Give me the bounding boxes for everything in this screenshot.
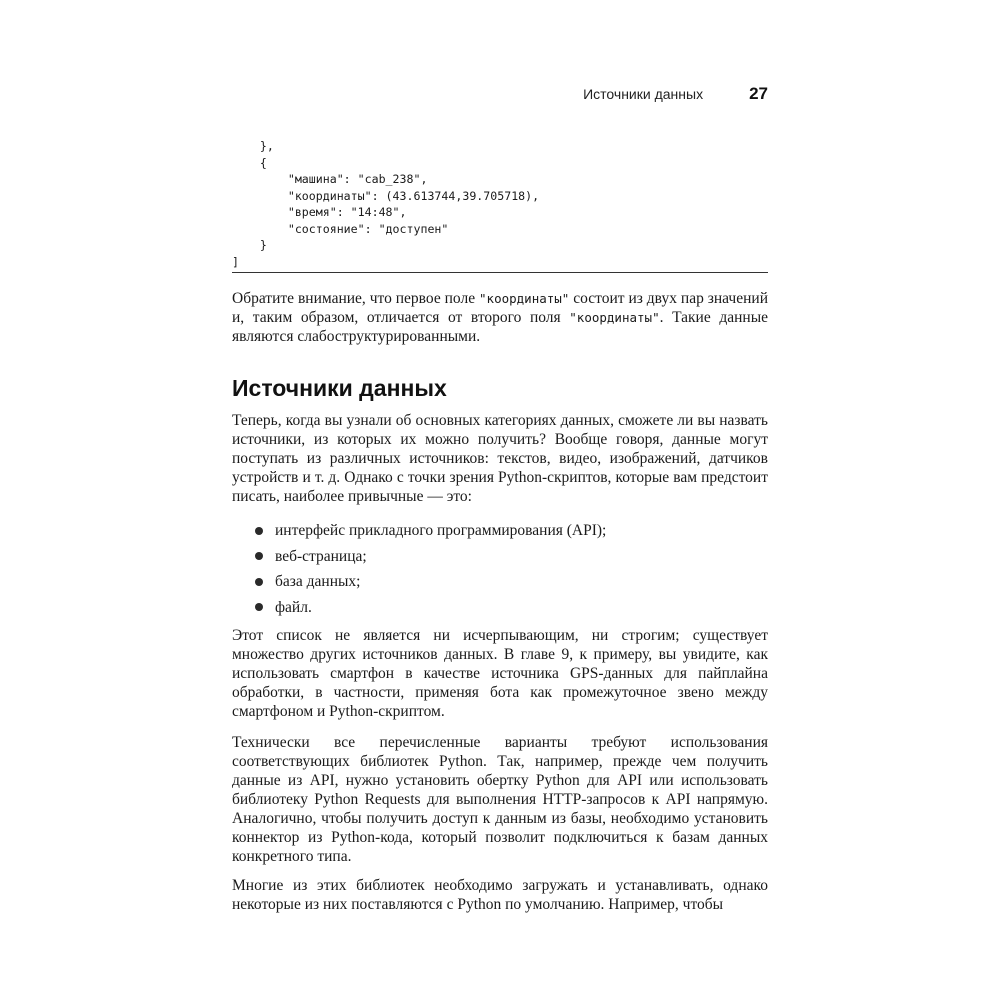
data-sources-list	[255, 518, 765, 620]
running-header	[232, 84, 768, 104]
list-item-text: база данных;	[275, 573, 361, 590]
code-line: "состояние": "доступен"	[232, 221, 449, 236]
list-item	[255, 518, 765, 544]
bullet-icon	[255, 603, 263, 611]
code-line: "время": "14:48",	[232, 205, 407, 219]
paragraph-text: состоит из двух пар значений и, таким образом, отличается от второго поля	[232, 290, 768, 326]
listing-divider	[232, 272, 768, 273]
code-line: }	[232, 238, 267, 252]
code-listing	[232, 138, 768, 270]
paragraph-text: . Такие данные являются слабоструктурированными.	[232, 309, 768, 345]
section-heading: Источники данных	[232, 375, 447, 401]
list-item-text: интерфейс прикладного программирования (API);	[275, 522, 607, 539]
list-item	[255, 595, 765, 621]
paragraph-text: Обратите внимание, что первое поле	[232, 290, 480, 307]
inline-code: "координаты"	[479, 291, 570, 306]
running-title: Источники данных	[583, 86, 704, 102]
page-number: 27	[749, 84, 768, 103]
list-item-text: веб-страница;	[275, 547, 367, 565]
list-item	[255, 569, 765, 595]
code-line: ]	[232, 254, 239, 269]
list-item-text: файл.	[275, 598, 312, 616]
bullet-icon	[255, 527, 263, 535]
code-line: "машина": "cab_238",	[232, 172, 428, 186]
paragraph-intro: Теперь, когда вы узнали об основных категориях данных, сможете ли вы назвать источники, из которых их можно получить? Вообще говоря, данные могут поступать из различных источников: текстов, видео, изображений, датчиков устройств и т. д. Однако с точки зрения Python-скриптов, которые вам предстоит писать, наиболее привычные — это:	[232, 412, 768, 505]
paragraph-install: Многие из этих библиотек необходимо загружать и устанавливать, однако некоторые из них поставляются с Python по умолчанию. Например, чтобы	[232, 877, 768, 913]
bullet-icon	[255, 552, 263, 560]
code-line: {	[232, 155, 267, 170]
code-line: "координаты": (43.613744,39.705718),	[232, 188, 540, 203]
paragraph-semistructured-note	[232, 289, 768, 346]
code-line: },	[232, 139, 274, 153]
bullet-icon	[255, 578, 263, 586]
paragraph-libraries: Технически все перечисленные варианты требуют использования соответствующих библиотек Python. Так, например, прежде чем получить данные из API, нужно установить обертку Python для API или использовать библиотеку Python Requests для выполнения HTTP-запросов к API напрямую. Аналогично, чтобы получить доступ к данным из базы, необходимо установить коннектор из Python-кода, который позволит подключиться к базам данных конкретного типа.	[232, 734, 768, 865]
paragraph-list-note: Этот список не является ни исчерпывающим, ни строгим; существует множество других источников данных. В главе 9, к примеру, вы увидите, как использовать смартфон в качестве источника GPS-данных для пайплайна обработки, в частности, применяя бота как промежуточное звено между смартфоном и Python-скриптом.	[232, 627, 768, 720]
list-item	[255, 544, 765, 570]
inline-code: "координаты"	[569, 310, 660, 325]
